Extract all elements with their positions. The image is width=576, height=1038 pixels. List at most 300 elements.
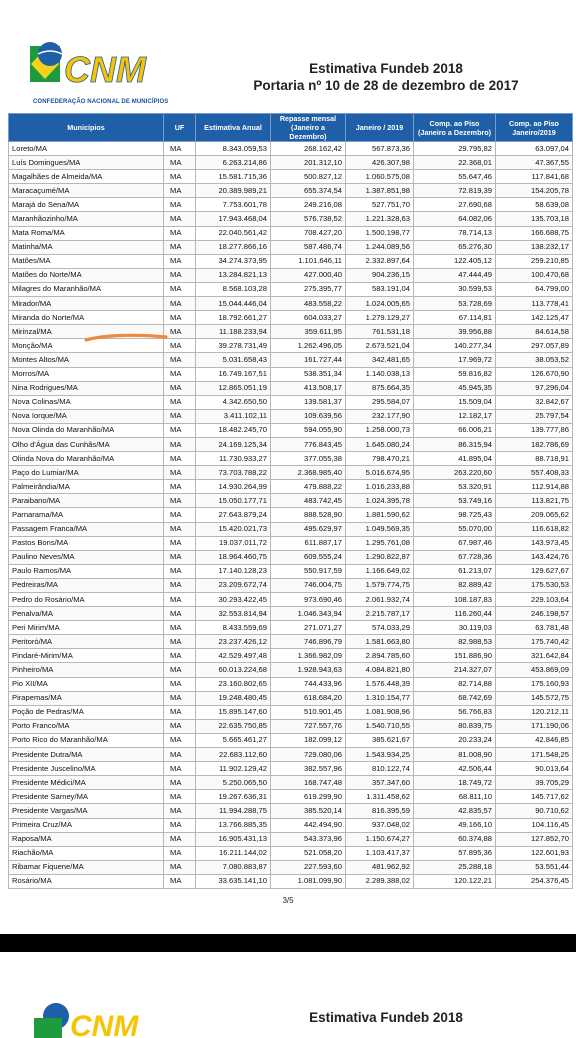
- value-cell: 5.031.658,43: [196, 353, 271, 367]
- value-cell: 271.071,27: [271, 621, 346, 635]
- value-cell: 65.276,30: [414, 240, 496, 254]
- value-cell: 117.841,68: [496, 170, 573, 184]
- value-cell: 6.263.214,86: [196, 156, 271, 170]
- uf-cell: MA: [164, 522, 196, 536]
- value-cell: 120.212,11: [496, 705, 573, 719]
- table-row: [9, 790, 573, 804]
- value-cell: 127.852,70: [496, 832, 573, 846]
- table-row: [9, 282, 573, 296]
- municipio-cell: Olinda Nova do Maranhão/MA: [9, 452, 164, 466]
- value-cell: 63.097,04: [496, 142, 573, 156]
- value-cell: 29.795,82: [414, 142, 496, 156]
- uf-cell: MA: [164, 466, 196, 480]
- value-cell: 538.351,34: [271, 367, 346, 381]
- municipio-cell: Nina Rodrigues/MA: [9, 381, 164, 395]
- value-cell: 68.811,10: [414, 790, 496, 804]
- municipio-cell: Maranhãozinho/MA: [9, 212, 164, 226]
- municipio-cell: Paulo Ramos/MA: [9, 564, 164, 578]
- municipio-cell: Primeira Cruz/MA: [9, 818, 164, 832]
- value-cell: 8.343.059,53: [196, 142, 271, 156]
- orange-highlight-stroke: [84, 332, 168, 344]
- value-cell: 229.103,64: [496, 593, 573, 607]
- value-cell: 42.506,44: [414, 762, 496, 776]
- value-cell: 744.433,96: [271, 677, 346, 691]
- municipio-cell: Presidente Vargas/MA: [9, 804, 164, 818]
- value-cell: 19.037.011,72: [196, 536, 271, 550]
- uf-cell: MA: [164, 536, 196, 550]
- municipio-cell: Poção de Pedras/MA: [9, 705, 164, 719]
- value-cell: 359.611,95: [271, 325, 346, 339]
- uf-cell: MA: [164, 423, 196, 437]
- page-separator-band: [0, 934, 576, 952]
- table-row: [9, 395, 573, 409]
- table-row: [9, 776, 573, 790]
- municipio-cell: Pedreiras/MA: [9, 578, 164, 592]
- value-cell: 357.347,60: [346, 776, 414, 790]
- table-row: [9, 818, 573, 832]
- value-cell: 214.327,07: [414, 663, 496, 677]
- value-cell: 126.670,90: [496, 367, 573, 381]
- document-header: [0, 0, 576, 112]
- value-cell: 84.614,58: [496, 325, 573, 339]
- value-cell: 342.481,65: [346, 353, 414, 367]
- uf-cell: MA: [164, 142, 196, 156]
- value-cell: 16.905.431,13: [196, 832, 271, 846]
- municipio-cell: Presidente Juscelino/MA: [9, 762, 164, 776]
- value-cell: 618.684,20: [271, 691, 346, 705]
- value-cell: 385.520,14: [271, 804, 346, 818]
- value-cell: 98.725,43: [414, 508, 496, 522]
- value-cell: 13.284.821,13: [196, 268, 271, 282]
- value-cell: 17.943.468,04: [196, 212, 271, 226]
- value-cell: 78.714,13: [414, 226, 496, 240]
- table-row: [9, 846, 573, 860]
- municipio-cell: Marajá do Sena/MA: [9, 198, 164, 212]
- municipio-cell: Pinheiro/MA: [9, 663, 164, 677]
- value-cell: 15.420.021,73: [196, 522, 271, 536]
- value-cell: 22.040.561,42: [196, 226, 271, 240]
- value-cell: 143.973,45: [496, 536, 573, 550]
- table-row: [9, 832, 573, 846]
- value-cell: 1.279.129,27: [346, 311, 414, 325]
- uf-cell: MA: [164, 663, 196, 677]
- value-cell: 22.683.112,60: [196, 748, 271, 762]
- municipio-cell: Mirinzal/MA: [9, 325, 164, 339]
- value-cell: 55.647,46: [414, 170, 496, 184]
- value-cell: 1.150.674,27: [346, 832, 414, 846]
- uf-cell: MA: [164, 198, 196, 212]
- value-cell: 1.576.448,39: [346, 677, 414, 691]
- value-cell: 5.250.065,50: [196, 776, 271, 790]
- value-cell: 57.895,36: [414, 846, 496, 860]
- municipio-cell: Milagres do Maranhão/MA: [9, 282, 164, 296]
- title-line-1: Estimativa Fundeb 2018: [309, 61, 463, 76]
- value-cell: 1.221.328,63: [346, 212, 414, 226]
- value-cell: 139.581,37: [271, 395, 346, 409]
- value-cell: 385.621,67: [346, 733, 414, 747]
- value-cell: 18.277.866,16: [196, 240, 271, 254]
- value-cell: 182.786,69: [496, 437, 573, 451]
- column-header: Repasse mensal (Janeiro a Dezembro): [271, 114, 346, 142]
- value-cell: 11.994.288,75: [196, 804, 271, 818]
- municipio-cell: Mata Roma/MA: [9, 226, 164, 240]
- value-cell: 145.572,75: [496, 691, 573, 705]
- value-cell: 232.177,90: [346, 409, 414, 423]
- value-cell: 13.766.885,35: [196, 818, 271, 832]
- value-cell: 2.215.787,17: [346, 607, 414, 621]
- value-cell: 729.080,06: [271, 748, 346, 762]
- value-cell: 175.160,93: [496, 677, 573, 691]
- value-cell: 259.210,85: [496, 254, 573, 268]
- municipio-cell: Pio XII/MA: [9, 677, 164, 691]
- uf-cell: MA: [164, 156, 196, 170]
- value-cell: 8.433.559,69: [196, 621, 271, 635]
- column-header: Janeiro / 2019: [346, 114, 414, 142]
- uf-cell: MA: [164, 254, 196, 268]
- value-cell: 12.865.051,19: [196, 381, 271, 395]
- municipio-cell: Mirador/MA: [9, 297, 164, 311]
- column-header: Comp. ao Piso Janeiro/2019: [496, 114, 573, 142]
- value-cell: 1.881.590,62: [346, 508, 414, 522]
- value-cell: 4.084.821,80: [346, 663, 414, 677]
- value-cell: 15.581.715,36: [196, 170, 271, 184]
- uf-cell: MA: [164, 339, 196, 353]
- value-cell: 263.220,60: [414, 466, 496, 480]
- value-cell: 88.718,91: [496, 452, 573, 466]
- municipio-cell: Presidente Dutra/MA: [9, 748, 164, 762]
- value-cell: 24.169.125,34: [196, 437, 271, 451]
- uf-cell: MA: [164, 818, 196, 832]
- table-body: [9, 142, 573, 889]
- value-cell: 16.749.167,51: [196, 367, 271, 381]
- uf-cell: MA: [164, 297, 196, 311]
- value-cell: 18.749,72: [414, 776, 496, 790]
- uf-cell: MA: [164, 748, 196, 762]
- table-row: [9, 593, 573, 607]
- value-cell: 5.665.461,27: [196, 733, 271, 747]
- municipio-cell: Rosário/MA: [9, 874, 164, 888]
- uf-cell: MA: [164, 677, 196, 691]
- value-cell: 15.509,04: [414, 395, 496, 409]
- value-cell: 761.531,18: [346, 325, 414, 339]
- value-cell: 104.116,45: [496, 818, 573, 832]
- value-cell: 142.125,47: [496, 311, 573, 325]
- table-row: [9, 170, 573, 184]
- value-cell: 81.008,90: [414, 748, 496, 762]
- value-cell: 47.367,55: [496, 156, 573, 170]
- value-cell: 2.289.388,02: [346, 874, 414, 888]
- value-cell: 20.389.989,21: [196, 184, 271, 198]
- value-cell: 888.528,90: [271, 508, 346, 522]
- municipio-cell: Ribamar Fiquene/MA: [9, 860, 164, 874]
- municipio-cell: Montes Altos/MA: [9, 353, 164, 367]
- value-cell: 113.778,41: [496, 297, 573, 311]
- value-cell: 11.902.129,42: [196, 762, 271, 776]
- value-cell: 18.482.245,70: [196, 423, 271, 437]
- table-header-row: [9, 114, 573, 142]
- value-cell: 1.579.774,75: [346, 578, 414, 592]
- table-row: [9, 536, 573, 550]
- uf-cell: MA: [164, 395, 196, 409]
- value-cell: 129.627,67: [496, 564, 573, 578]
- value-cell: 543.373,96: [271, 832, 346, 846]
- municipio-cell: Luís Domingues/MA: [9, 156, 164, 170]
- uf-cell: MA: [164, 367, 196, 381]
- uf-cell: MA: [164, 311, 196, 325]
- value-cell: 47.444,49: [414, 268, 496, 282]
- value-cell: 154.205,78: [496, 184, 573, 198]
- value-cell: 112.914,88: [496, 480, 573, 494]
- value-cell: 937.048,02: [346, 818, 414, 832]
- municipio-cell: Paraibano/MA: [9, 494, 164, 508]
- table-row: [9, 748, 573, 762]
- table-row: [9, 212, 573, 226]
- table-row: [9, 564, 573, 578]
- table-row: [9, 522, 573, 536]
- value-cell: 49.166,10: [414, 818, 496, 832]
- table-row: [9, 480, 573, 494]
- value-cell: 453.869,09: [496, 663, 573, 677]
- table-row: [9, 677, 573, 691]
- value-cell: 42.529.497,48: [196, 649, 271, 663]
- value-cell: 1.244.089,56: [346, 240, 414, 254]
- value-cell: 27.643.879,24: [196, 508, 271, 522]
- value-cell: 175.530,53: [496, 578, 573, 592]
- value-cell: 82.988,53: [414, 635, 496, 649]
- uf-cell: MA: [164, 705, 196, 719]
- municipio-cell: Pirapemas/MA: [9, 691, 164, 705]
- uf-cell: MA: [164, 437, 196, 451]
- value-cell: 249.216,08: [271, 198, 346, 212]
- svg-text:CNM: CNM: [70, 1010, 139, 1038]
- value-cell: 297.057,89: [496, 339, 573, 353]
- value-cell: 604.033,27: [271, 311, 346, 325]
- value-cell: 22.635.750,85: [196, 719, 271, 733]
- value-cell: 483.742,45: [271, 494, 346, 508]
- table-row: [9, 607, 573, 621]
- municipio-cell: Paço do Lumiar/MA: [9, 466, 164, 480]
- value-cell: 168.747,48: [271, 776, 346, 790]
- value-cell: 171.548,25: [496, 748, 573, 762]
- value-cell: 1.046.343,94: [271, 607, 346, 621]
- uf-cell: MA: [164, 508, 196, 522]
- municipio-cell: Matões/MA: [9, 254, 164, 268]
- value-cell: 59.816,82: [414, 367, 496, 381]
- value-cell: 27.690,68: [414, 198, 496, 212]
- value-cell: 143.424,76: [496, 550, 573, 564]
- value-cell: 1.016.233,88: [346, 480, 414, 494]
- municipio-cell: Raposa/MA: [9, 832, 164, 846]
- value-cell: 1.081.099,90: [271, 874, 346, 888]
- value-cell: 116.618,82: [496, 522, 573, 536]
- value-cell: 500.827,12: [271, 170, 346, 184]
- logo-subtitle: CONFEDERAÇÃO NACIONAL DE MUNICÍPIOS: [33, 99, 169, 105]
- table-row: [9, 719, 573, 733]
- table-row: [9, 437, 573, 451]
- municipio-cell: Pindaré-Mirim/MA: [9, 649, 164, 663]
- value-cell: 175.740,42: [496, 635, 573, 649]
- value-cell: 82.889,42: [414, 578, 496, 592]
- value-cell: 377.055,38: [271, 452, 346, 466]
- value-cell: 557.408,33: [496, 466, 573, 480]
- value-cell: 53.749,16: [414, 494, 496, 508]
- municipio-cell: Olho d'Água das Cunhãs/MA: [9, 437, 164, 451]
- value-cell: 7.080.883,87: [196, 860, 271, 874]
- value-cell: 1.166.649,02: [346, 564, 414, 578]
- uf-cell: MA: [164, 409, 196, 423]
- value-cell: 20.233,24: [414, 733, 496, 747]
- value-cell: 1.140.038,13: [346, 367, 414, 381]
- value-cell: 481.962,92: [346, 860, 414, 874]
- value-cell: 5.016.674,95: [346, 466, 414, 480]
- value-cell: 56.766,83: [414, 705, 496, 719]
- value-cell: 97.296,04: [496, 381, 573, 395]
- table-row: [9, 578, 573, 592]
- uf-cell: MA: [164, 733, 196, 747]
- municipio-cell: Passagem Franca/MA: [9, 522, 164, 536]
- value-cell: 145.717,62: [496, 790, 573, 804]
- next-page-cnm-logo: [30, 998, 170, 1038]
- value-cell: 1.645.080,24: [346, 437, 414, 451]
- value-cell: 42.835,57: [414, 804, 496, 818]
- value-cell: 973.690,46: [271, 593, 346, 607]
- value-cell: 295.584,07: [346, 395, 414, 409]
- next-page-header: [0, 992, 576, 1038]
- column-header: Estimativa Anual: [196, 114, 271, 142]
- value-cell: 268.162,42: [271, 142, 346, 156]
- uf-cell: MA: [164, 804, 196, 818]
- uf-cell: MA: [164, 282, 196, 296]
- value-cell: 209.065,62: [496, 508, 573, 522]
- table-row: [9, 452, 573, 466]
- table-row: [9, 691, 573, 705]
- value-cell: 34.274.373,95: [196, 254, 271, 268]
- table-row: [9, 508, 573, 522]
- uf-cell: MA: [164, 832, 196, 846]
- value-cell: 33.635.141,10: [196, 874, 271, 888]
- value-cell: 1.060.575,08: [346, 170, 414, 184]
- value-cell: 1.290.822,87: [346, 550, 414, 564]
- value-cell: 90.710,62: [496, 804, 573, 818]
- value-cell: 16.211.144,02: [196, 846, 271, 860]
- value-cell: 109.639,56: [271, 409, 346, 423]
- value-cell: 64.082,06: [414, 212, 496, 226]
- uf-cell: MA: [164, 860, 196, 874]
- value-cell: 495.629,97: [271, 522, 346, 536]
- value-cell: 1.295.761,08: [346, 536, 414, 550]
- municipio-cell: Nova Olinda do Maranhão/MA: [9, 423, 164, 437]
- value-cell: 583.191,04: [346, 282, 414, 296]
- table-row: [9, 381, 573, 395]
- uf-cell: MA: [164, 649, 196, 663]
- value-cell: 58.639,08: [496, 198, 573, 212]
- municipio-cell: Riachão/MA: [9, 846, 164, 860]
- value-cell: 64.799,00: [496, 282, 573, 296]
- municipio-cell: Palmeirândia/MA: [9, 480, 164, 494]
- municipio-cell: Nova Iorque/MA: [9, 409, 164, 423]
- value-cell: 12.182,17: [414, 409, 496, 423]
- municipio-cell: Pedro do Rosário/MA: [9, 593, 164, 607]
- value-cell: 72.819,39: [414, 184, 496, 198]
- value-cell: 15.044.446,04: [196, 297, 271, 311]
- uf-cell: MA: [164, 578, 196, 592]
- fundeb-table: [8, 113, 573, 889]
- table-row: [9, 860, 573, 874]
- value-cell: 1.311.458,62: [346, 790, 414, 804]
- uf-cell: MA: [164, 621, 196, 635]
- table-row: [9, 297, 573, 311]
- value-cell: 1.103.417,37: [346, 846, 414, 860]
- uf-cell: MA: [164, 593, 196, 607]
- value-cell: 15.895.147,60: [196, 705, 271, 719]
- value-cell: 527.751,70: [346, 198, 414, 212]
- value-cell: 19.248.480,45: [196, 691, 271, 705]
- value-cell: 18.792.661,27: [196, 311, 271, 325]
- value-cell: 550.917,59: [271, 564, 346, 578]
- uf-cell: MA: [164, 325, 196, 339]
- value-cell: 55.070,00: [414, 522, 496, 536]
- value-cell: 1.387.851,98: [346, 184, 414, 198]
- value-cell: 116.260,44: [414, 607, 496, 621]
- value-cell: 30.599,53: [414, 282, 496, 296]
- value-cell: 18.964.460,75: [196, 550, 271, 564]
- value-cell: 8.568.103,28: [196, 282, 271, 296]
- value-cell: 254.376,45: [496, 874, 573, 888]
- table-row: [9, 663, 573, 677]
- table-row: [9, 649, 573, 663]
- value-cell: 14.930.264,99: [196, 480, 271, 494]
- value-cell: 2.673.521,04: [346, 339, 414, 353]
- value-cell: 1.081.908,96: [346, 705, 414, 719]
- uf-cell: MA: [164, 212, 196, 226]
- value-cell: 201.312,10: [271, 156, 346, 170]
- value-cell: 609.555,24: [271, 550, 346, 564]
- value-cell: 227.593,60: [271, 860, 346, 874]
- logo-wordmark: CNM: [64, 49, 146, 90]
- value-cell: 382.557,96: [271, 762, 346, 776]
- value-cell: 32.842,67: [496, 395, 573, 409]
- value-cell: 86.315,94: [414, 437, 496, 451]
- value-cell: 875.664,35: [346, 381, 414, 395]
- value-cell: 746.004,75: [271, 578, 346, 592]
- value-cell: 904.236,15: [346, 268, 414, 282]
- municipio-cell: Presidente Sarney/MA: [9, 790, 164, 804]
- table-row: [9, 635, 573, 649]
- table-row: [9, 409, 573, 423]
- value-cell: 1.024.005,65: [346, 297, 414, 311]
- table-row: [9, 367, 573, 381]
- value-cell: 483.558,22: [271, 297, 346, 311]
- municipio-cell: Matões do Norte/MA: [9, 268, 164, 282]
- value-cell: 67.114,81: [414, 311, 496, 325]
- value-cell: 587.486,74: [271, 240, 346, 254]
- municipio-cell: Peri Mirim/MA: [9, 621, 164, 635]
- uf-cell: MA: [164, 790, 196, 804]
- table-row: [9, 254, 573, 268]
- value-cell: 4.342.650,50: [196, 395, 271, 409]
- value-cell: 53.320,91: [414, 480, 496, 494]
- value-cell: 479.888,22: [271, 480, 346, 494]
- table-row: [9, 353, 573, 367]
- municipio-cell: Pastos Bons/MA: [9, 536, 164, 550]
- value-cell: 60.013.224,68: [196, 663, 271, 677]
- value-cell: 15.050.177,71: [196, 494, 271, 508]
- table-row: [9, 198, 573, 212]
- table-row: [9, 226, 573, 240]
- value-cell: 135.703,18: [496, 212, 573, 226]
- uf-cell: MA: [164, 170, 196, 184]
- value-cell: 32.553.814,94: [196, 607, 271, 621]
